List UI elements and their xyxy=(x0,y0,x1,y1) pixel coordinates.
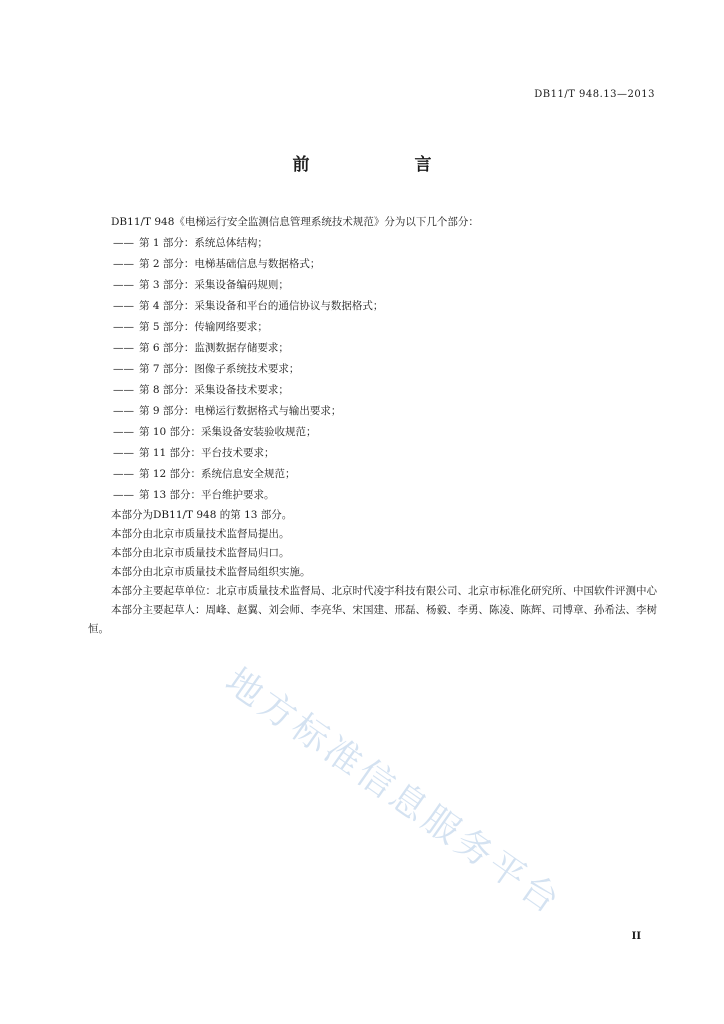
list-item: —— 第 6 部分：监测数据存储要求； xyxy=(113,342,289,354)
parts-list xyxy=(88,233,660,506)
list-item: —— 第 10 部分：采集设备安装验收规范； xyxy=(113,426,317,438)
page-title: 前 言 xyxy=(292,155,476,175)
list-item: —— 第 7 部分：图像子系统技术要求； xyxy=(113,363,300,375)
list-item: —— 第 8 部分：采集设备技术要求； xyxy=(113,384,289,396)
list-item: —— 第 4 部分：采集设备和平台的通信协议与数据格式； xyxy=(113,300,384,312)
list-item: —— 第 12 部分：系统信息安全规范； xyxy=(113,468,296,480)
list-item: —— 第 2 部分：电梯基础信息与数据格式； xyxy=(113,258,321,270)
standard-code: DB11/T 948.13—2013 xyxy=(534,89,655,100)
list-item: —— 第 13 部分：平台维护要求。 xyxy=(113,489,275,501)
statement-centralized-by: 本部分由北京市质量技术监督局归口。 xyxy=(111,547,290,559)
drafting-units: 本部分主要起草单位：北京市质量技术监督局、北京时代凌宇科技有限公司、北京市标准化研究所、中国软件评测中心 xyxy=(111,585,657,597)
list-item: —— 第 3 部分：采集设备编码规则； xyxy=(113,279,289,291)
list-item: —— 第 5 部分：传输网络要求； xyxy=(113,321,268,333)
list-item: —— 第 1 部分：系统总体结构； xyxy=(113,237,268,249)
statement-part-number: 本部分为DB11/T 948 的第 13 部分。 xyxy=(111,509,293,521)
intro-line: DB11/T 948《电梯运行安全监测信息管理系统技术规范》分为以下几个部分： xyxy=(111,216,479,228)
watermark: 地方标准信息服务平台 xyxy=(217,660,570,924)
drafters: 本部分主要起草人：周峰、赵翼、刘会师、李亮华、宋国建、邢磊、杨毅、李勇、陈凌、陈辉、司博章、孙希法、李树恒。 xyxy=(88,604,657,635)
statement-proposed-by: 本部分由北京市质量技术监督局提出。 xyxy=(111,528,290,540)
page-number: II xyxy=(631,931,641,942)
list-item: —— 第 11 部分：平台技术要求； xyxy=(113,447,275,459)
list-item: —— 第 9 部分：电梯运行数据格式与输出要求； xyxy=(113,405,342,417)
document-body xyxy=(88,212,660,639)
statement-implemented-by: 本部分由北京市质量技术监督局组织实施。 xyxy=(111,566,311,578)
